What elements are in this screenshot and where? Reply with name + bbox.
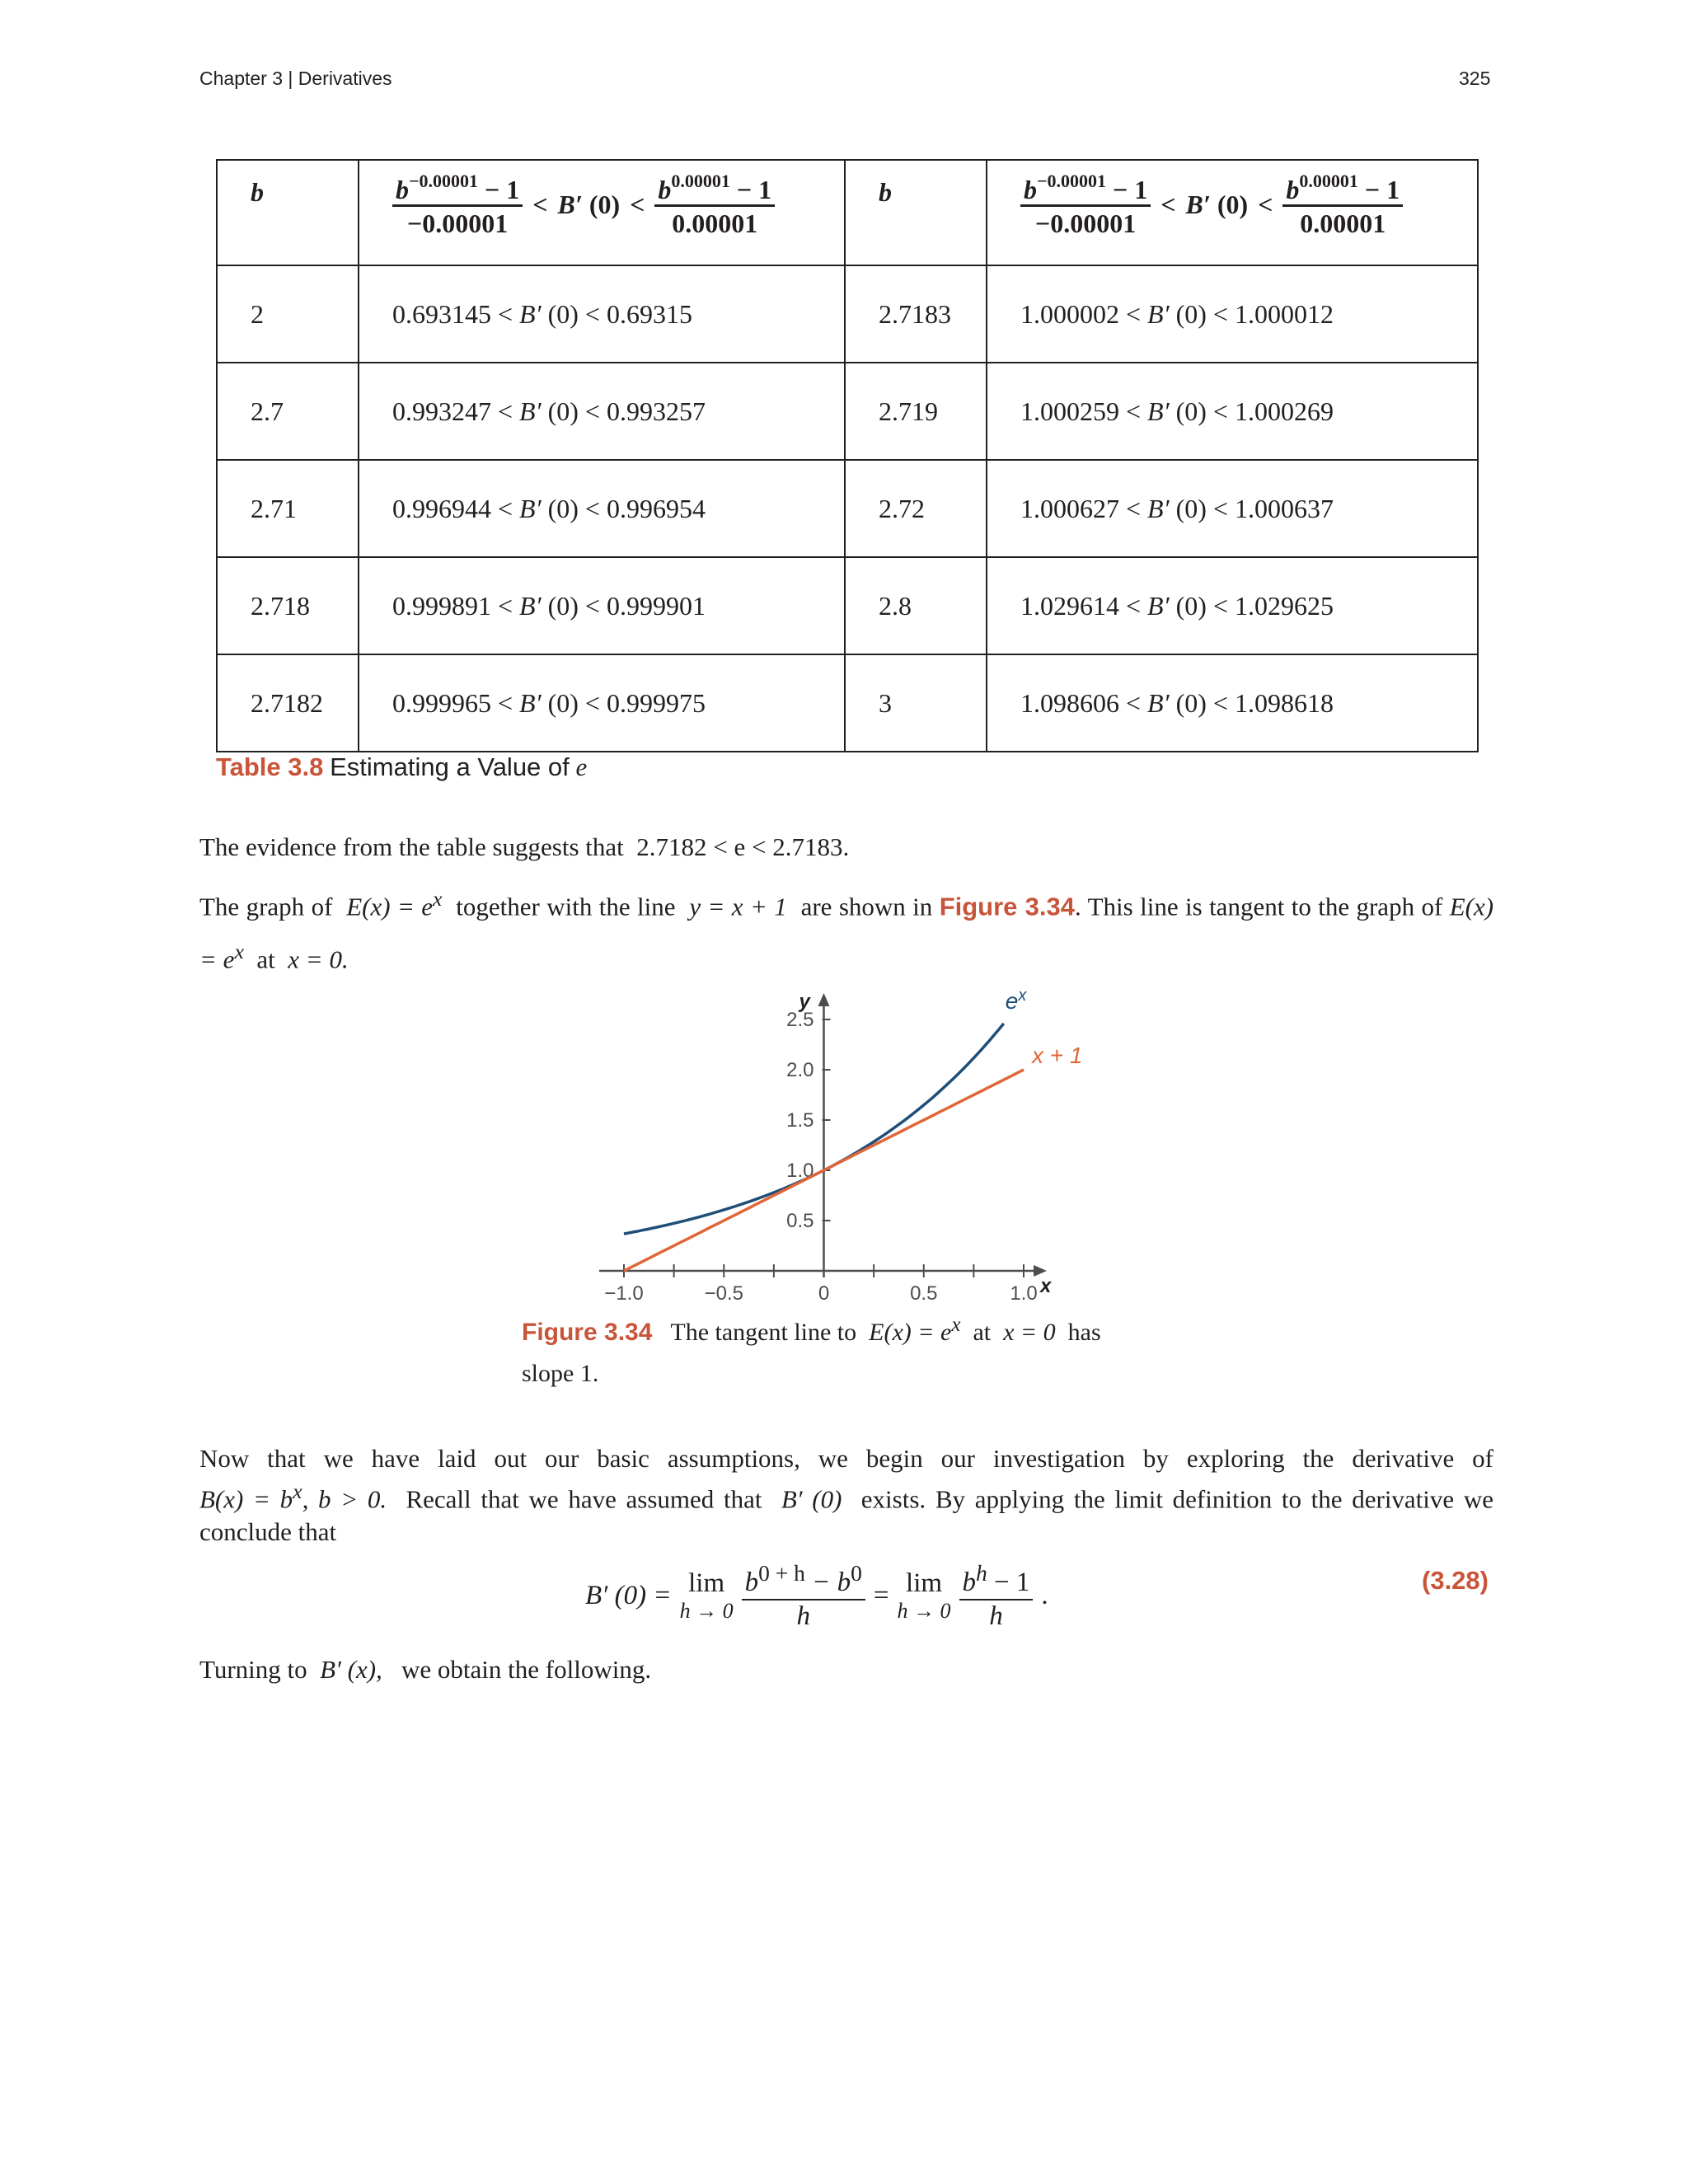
cell-b: 2.7183 xyxy=(845,265,987,363)
table-caption-label: Table 3.8 xyxy=(216,752,324,781)
cell-inequality: 0.993247 < B′ (0) < 0.993257 xyxy=(359,363,845,460)
cell-inequality: 0.999965 < B′ (0) < 0.999975 xyxy=(359,654,845,752)
y-tick-label: 2.5 xyxy=(786,1009,814,1031)
figure-link[interactable]: Figure 3.34 xyxy=(939,892,1076,921)
table-caption-text: Estimating a Value of xyxy=(330,752,570,781)
inline-math-e-range: 2.7182 < e < 2.7183. xyxy=(636,832,850,861)
running-head: Chapter 3 | Derivatives xyxy=(199,68,392,89)
cell-b: 2.7 xyxy=(217,363,359,460)
paragraph-graph-description: The graph of $E(x) = e^x$ together with the line y = x + 1 are shown in Figure 3.34. This line is tangent to the graph of $E(x) = e^x$ at x = 0. xyxy=(199,887,1494,974)
figure-caption: Figure 3.34 The tangent line to $E(x) = e^x$ at x = 0 has slope 1. xyxy=(522,1314,1101,1387)
table-row xyxy=(217,265,1478,363)
x-tick-label: 0.5 xyxy=(910,1282,938,1305)
cell-b: 3 xyxy=(845,654,987,752)
y-tick-label: 1.0 xyxy=(786,1160,814,1182)
cell-inequality: 1.098606 < B′ (0) < 1.098618 xyxy=(987,654,1478,752)
page-number: 325 xyxy=(1459,68,1491,89)
cell-b: 2.72 xyxy=(845,460,987,557)
cell-inequality: 0.999891 < B′ (0) < 0.999901 xyxy=(359,557,845,654)
equation-number: (3.28) xyxy=(1422,1566,1489,1595)
x-tick-label: −1.0 xyxy=(604,1282,644,1305)
table-caption-var: e xyxy=(575,752,588,781)
table-row xyxy=(217,654,1478,752)
cell-b: 2.8 xyxy=(845,557,987,654)
estimation-table xyxy=(216,159,1479,752)
y-axis-arrow xyxy=(818,993,830,1006)
cell-b: 2 xyxy=(217,265,359,363)
cell-b: 2.719 xyxy=(845,363,987,460)
table-header-row xyxy=(217,160,1478,265)
header-b: b xyxy=(217,160,359,265)
cell-inequality: 0.996944 < B′ (0) < 0.996954 xyxy=(359,460,845,557)
table-caption xyxy=(216,752,587,782)
cell-b: 2.7182 xyxy=(217,654,359,752)
tangent-line-chart xyxy=(577,977,1104,1306)
y-tick-label: 1.5 xyxy=(786,1109,814,1132)
series-label: x + 1 xyxy=(1032,1043,1083,1068)
y-axis-label: y xyxy=(799,991,810,1013)
cell-b: 2.71 xyxy=(217,460,359,557)
x-tick-label: −0.5 xyxy=(704,1282,743,1305)
x-tick-label: 1.0 xyxy=(1010,1282,1038,1305)
cell-inequality: 1.000002 < B′ (0) < 1.000012 xyxy=(987,265,1478,363)
y-tick-label: 0.5 xyxy=(786,1210,814,1232)
cell-inequality: 1.029614 < B′ (0) < 1.029625 xyxy=(987,557,1478,654)
header-inequality: $\frac{b^{-0.00001} - 1}{-0.00001}$ < B′ (0) < $\frac{b^{0.00001} - 1}{0.00001}$ xyxy=(359,160,845,265)
figure-caption-label: Figure 3.34 xyxy=(522,1319,653,1346)
x-tick-label: 0 xyxy=(818,1282,830,1305)
header-inequality-2: $\frac{b^{-0.00001} - 1}{-0.00001}$ < B′ (0) < $\frac{b^{0.00001} - 1}{0.00001}$ xyxy=(987,160,1478,265)
y-tick-label: 2.0 xyxy=(786,1059,814,1081)
header-b-2: b xyxy=(845,160,987,265)
equation-3-28: B′ (0) = lim h → 0 $\frac{b^{0 + h} - b^0}{h}$ = lim h → 0 $\frac{b^h - 1}{h}$ . xyxy=(585,1560,1048,1631)
table-row xyxy=(217,363,1478,460)
cell-inequality: 0.693145 < B′ (0) < 0.69315 xyxy=(359,265,845,363)
series-label: $e^x$ xyxy=(1005,986,1027,1014)
x-axis-label: x xyxy=(1040,1275,1052,1297)
table-row xyxy=(217,460,1478,557)
table-row xyxy=(217,557,1478,654)
cell-b: 2.718 xyxy=(217,557,359,654)
paragraph-assumptions: Now that we have laid out our basic assumptions, we begin our investigation by exploring the derivative of $B(x) = b^x$, b > 0. Recall that we have assumed that B′ (0) exists. By applying the limit definition to the derivative we conclude that xyxy=(199,1444,1494,1547)
paragraph-evidence: The evidence from the table suggests that 2.7182 < e < 2.7183. xyxy=(199,832,850,861)
paragraph-turning: Turning to B′ (x), we obtain the following. xyxy=(199,1655,652,1684)
cell-inequality: 1.000259 < B′ (0) < 1.000269 xyxy=(987,363,1478,460)
cell-inequality: 1.000627 < B′ (0) < 1.000637 xyxy=(987,460,1478,557)
